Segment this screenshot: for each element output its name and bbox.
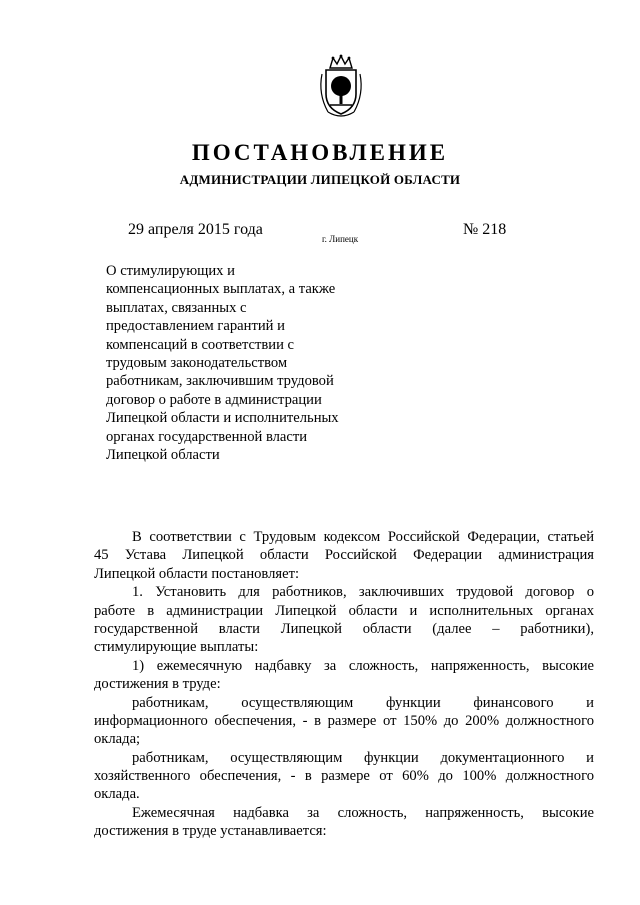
body-line: Липецкой области постановляет: — [94, 565, 300, 582]
body-line: оклада. — [94, 786, 140, 803]
body-line: оклада; — [94, 731, 141, 748]
body-line: государственной власти Липецкой области (далее – работники), — [94, 620, 594, 637]
body-line: работникам, осуществляющим функции документационного и — [132, 749, 594, 766]
body-line: информационного обеспечения, - в размере от 150% до 200% должностного — [94, 712, 594, 729]
subject-line: Липецкой области и исполнительных — [106, 410, 339, 427]
body-line: В соответствии с Трудовым кодексом Российской Федерации, статьей — [132, 529, 594, 545]
body-line: достижения в труде: — [94, 676, 221, 693]
body-line: стимулирующие выплаты: — [94, 639, 259, 656]
subject-line: органах государственной власти — [106, 428, 308, 445]
document-number: № 218 — [463, 221, 507, 238]
subject-line: компенсационных выплатах, а также — [106, 281, 336, 298]
body-line: работе в администрации Липецкой области и исполнительных органах — [94, 602, 594, 619]
document-city: г. Липецк — [322, 234, 359, 244]
body-line: 1) ежемесячную надбавку за сложность, напряженность, высокие — [132, 657, 594, 674]
subject-line: работникам, заключившим трудовой — [106, 373, 334, 390]
document-date: 29 апреля 2015 года — [128, 221, 263, 238]
subject-line: выплатах, связанных с — [106, 299, 247, 316]
subject-line: предоставлением гарантий и — [106, 318, 285, 335]
subject-line: договор о работе в администрации — [106, 391, 322, 408]
body-line: хозяйственного обеспечения, - в размере от 60% до 100% должностного — [94, 768, 594, 785]
coat-of-arms-icon — [316, 54, 366, 120]
document-title: ПОСТАНОВЛЕНИЕ — [191, 140, 449, 165]
body-line: достижения в труде устанавливается: — [94, 823, 327, 840]
document-body — [94, 528, 594, 841]
body-line: Ежемесячная надбавка за сложность, напряженность, высокие — [132, 804, 594, 821]
subject-line: компенсаций в соответствии с — [106, 336, 295, 353]
subject-line: О стимулирующих и — [106, 263, 235, 279]
subject-line: Липецкой области — [106, 447, 220, 464]
body-line: 1. Установить для работников, заключивших трудовой договор о — [132, 584, 594, 601]
body-line: 45 Устава Липецкой области Российской Федерации администрация — [94, 547, 594, 564]
document-subject — [106, 262, 366, 464]
issuing-authority: АДМИНИСТРАЦИИ ЛИПЕЦКОЙ ОБЛАСТИ — [179, 172, 461, 187]
subject-line: трудовым законодательством — [106, 355, 288, 372]
body-line: работникам, осуществляющим функции финансового и — [132, 694, 594, 711]
